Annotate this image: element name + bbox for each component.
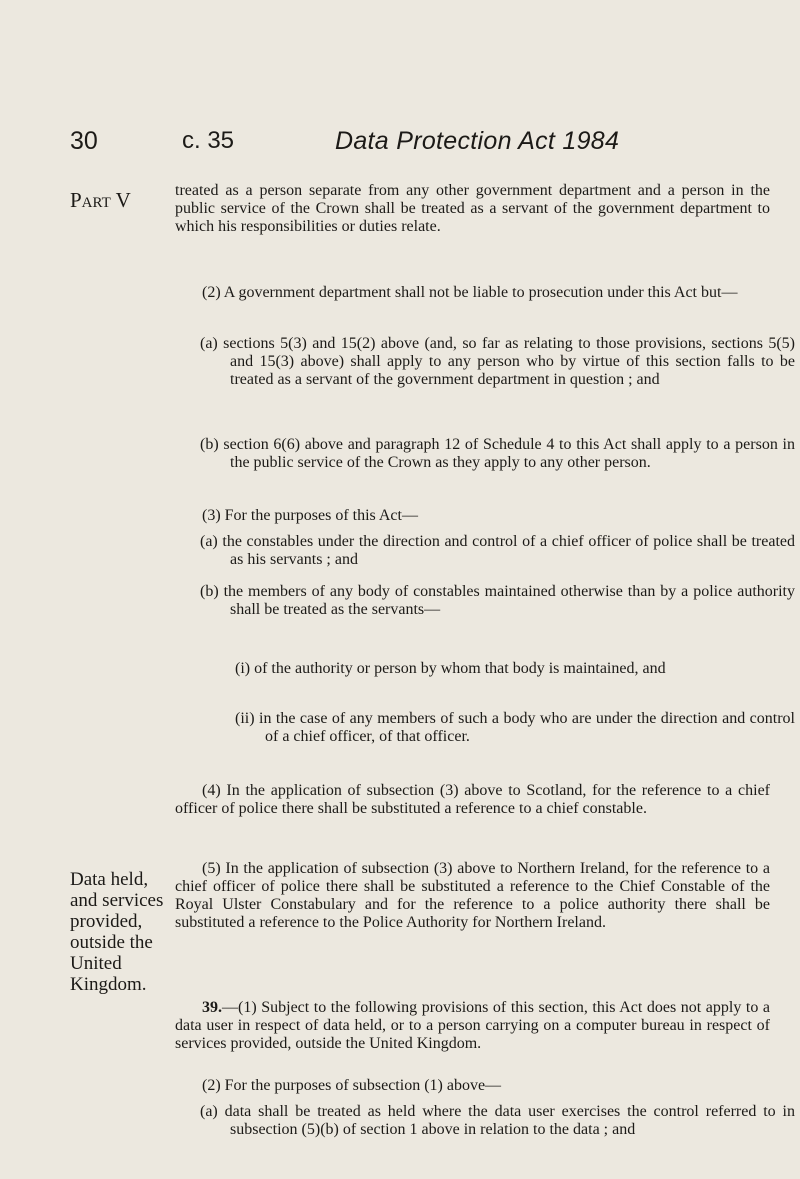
margin-note-part: Part V	[70, 188, 131, 212]
section-39-subsection-1	[175, 999, 770, 1053]
subsection-3b: (b) the members of any body of constables maintained otherwise than by a police authority shall be treated as the servants—	[200, 583, 795, 618]
subsection-2: (2) A government department shall not be liable to prosecution under this Act but—	[202, 284, 738, 301]
subsection-3a: (a) the constables under the direction and control of a chief officer of police shall be treated as his servants ; and	[200, 533, 795, 568]
page-number: 30	[70, 127, 98, 155]
margin-note-section-39: Data held, and services provided, outside the United Kingdom.	[70, 869, 164, 995]
paragraph-intro: treated as a person separate from any other government department and a person in the public service of the Crown shall be treated as a servant of the government department to which his responsibilities or duties relate.	[175, 182, 770, 235]
subsection-2a: (a) sections 5(3) and 15(2) above (and, so far as relating to those provisions, sections 5(5) and 15(3) above) shall apply to any person who by virtue of this section falls to be treated as a servant of the government department in question ; and	[200, 335, 795, 388]
subsection-3b-ii: (ii) in the case of any members of such a body who are under the direction and control of a chief officer, of that officer.	[235, 710, 795, 745]
subsection-2b: (b) section 6(6) above and paragraph 12 of Schedule 4 to this Act shall apply to a person in the public service of the Crown as they apply to any other person.	[200, 436, 795, 471]
subsection-5: (5) In the application of subsection (3) above to Northern Ireland, for the reference to a chief officer of police there shall be substituted a reference to the Chief Constable of the Royal Ulster Constabulary and for the reference to a police authority there shall be substituted a reference to the Police Authority for Northern Ireland.	[175, 860, 770, 931]
chapter-reference: c. 35	[182, 127, 235, 154]
section-39-subsection-1-text: —(1) Subject to the following provisions of this section, this Act does not apply to a data user in respect of data held, or to a person carrying on a computer bureau in respect of services provided, outside the United Kingdom.	[175, 999, 770, 1052]
section-39-subsection-2a: (a) data shall be treated as held where the data user exercises the control referred to in subsection (5)(b) of section 1 above in relation to the data ; and	[200, 1103, 795, 1138]
subsection-3b-i: (i) of the authority or person by whom that body is maintained, and	[235, 660, 666, 677]
section-39-subsection-2: (2) For the purposes of subsection (1) above—	[202, 1077, 502, 1094]
section-39-number: 39.	[202, 999, 222, 1016]
subsection-4: (4) In the application of subsection (3) above to Scotland, for the reference to a chief officer of police there shall be substituted a reference to a chief constable.	[175, 782, 770, 817]
subsection-3: (3) For the purposes of this Act—	[202, 507, 418, 524]
running-title: Data Protection Act 1984	[335, 127, 620, 155]
